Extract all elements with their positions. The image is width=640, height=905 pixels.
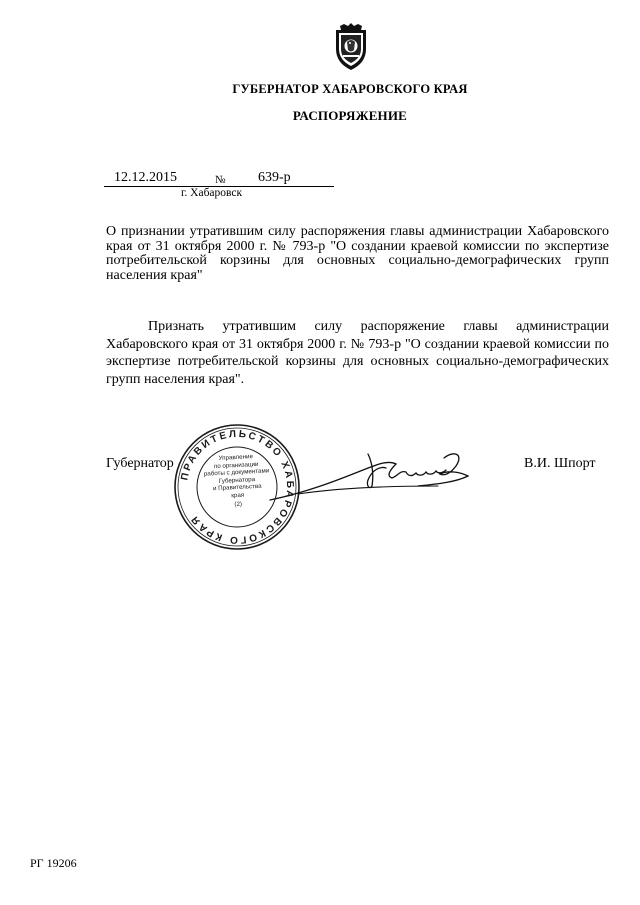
document-number: 639-р: [258, 170, 291, 185]
number-sign: №: [215, 174, 226, 186]
signatory-title: Губернатор: [106, 456, 174, 471]
document-body: Признать утратившим силу распоряжение главы администрации Хабаровского края от 31 октября 2000 г. № 793-р "О создании краевой комиссии по экспертизе потребительской корзины для основных социально-демографических групп населения края".: [106, 319, 609, 387]
stamp-line: Управление: [218, 453, 254, 462]
document-subject: О признании утратившим силу распоряжения главы администрации Хабаровского края от 31 октября 2000 г. № 793-р "О создании краевой комиссии по экспертизе потребительской корзины для основных социально-демографических групп населения края": [106, 224, 609, 283]
stamp-line: края: [231, 491, 245, 500]
document-date: 12.12.2015: [114, 170, 177, 185]
document-date-number-row: [104, 170, 334, 188]
stamp-line: работы с документами: [203, 467, 270, 478]
stamp-line: Губернатора: [218, 475, 256, 485]
stamp-center-text: [200, 452, 275, 510]
stamp-number: (2): [234, 500, 243, 508]
registration-code: РГ 19206: [30, 856, 77, 870]
signatory-name: В.И. Шпорт: [524, 456, 596, 471]
stamp-line: и Правительства: [212, 483, 262, 493]
stamp-ring-text: ПРАВИТЕЛЬСТВО ХАБАРОВСКОГО КРАЯ: [179, 428, 296, 546]
handwritten-signature: [268, 440, 473, 510]
issuer-heading: ГУБЕРНАТОР ХАБАРОВСКОГО КРАЯ: [232, 82, 468, 96]
document-place: г. Хабаровск: [181, 187, 243, 199]
stamp-line: по организации: [213, 460, 259, 470]
coat-of-arms-icon: [330, 22, 372, 72]
document-type-heading: РАСПОРЯЖЕНИЕ: [292, 108, 408, 123]
